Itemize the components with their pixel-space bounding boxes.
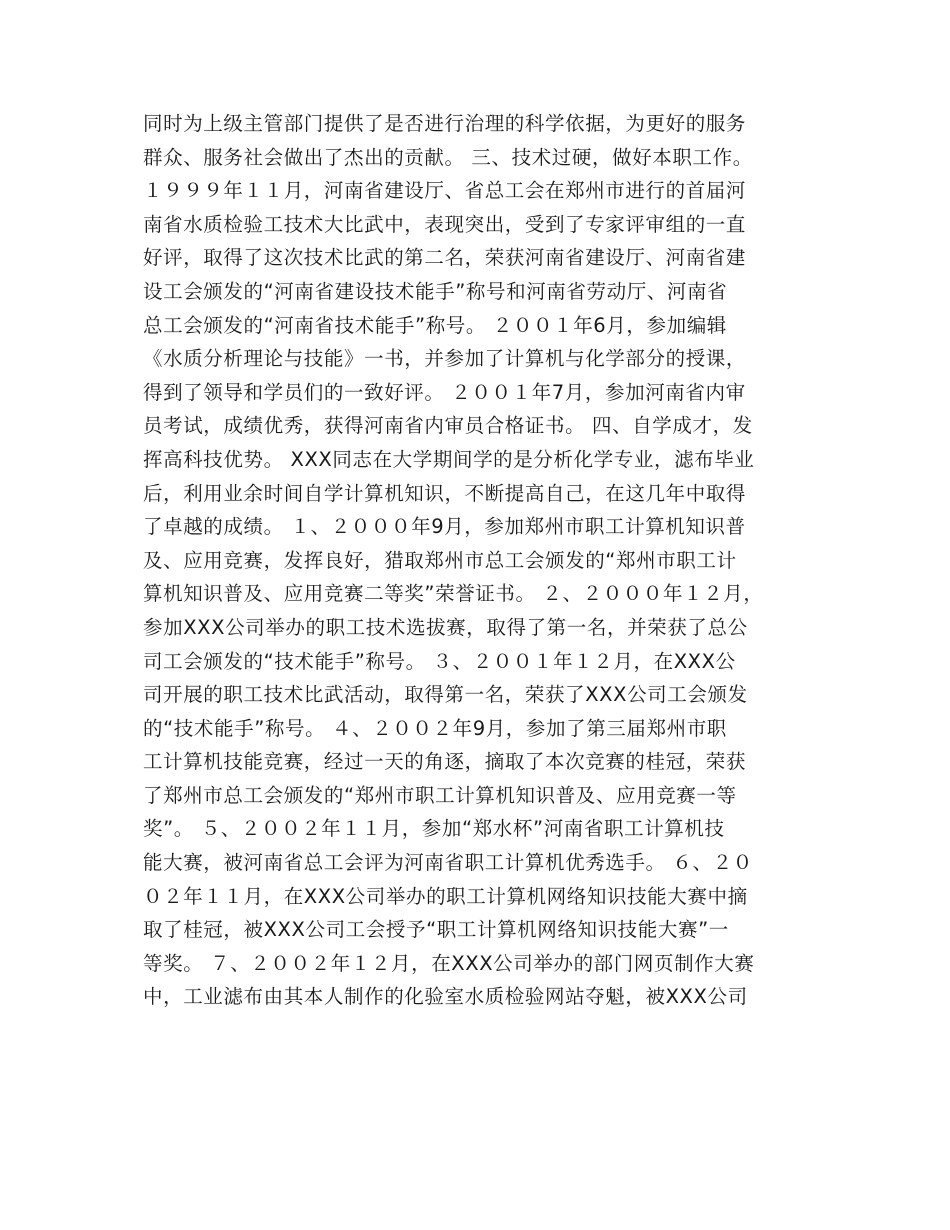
text-line: 了卓越的成绩。 １、２０００年9月，参加郑州市职工计算机知识普: [143, 515, 746, 539]
text-line: 算机知识普及、应用竞赛二等奖”荣誉证书。 ２、２０００年１２月，: [143, 582, 764, 606]
text-line: 了郑州市总工会颁发的“郑州市职工计算机知识普及、应用竞赛一等: [143, 783, 737, 807]
text-line: 司工会颁发的“技术能手”称号。 ３、２００１年１２月，在XXX公: [143, 649, 736, 673]
text-line: １９９９年１１月，河南省建设厅、省总工会在郑州市进行的首届河: [143, 179, 747, 203]
text-line: 奖”。 ５、２００２年１１月，参加“郑水杯”河南省职工计算机技: [143, 817, 725, 841]
text-line: 后，利用业余时间自学计算机知识，不断提高自己，在这几年中取得: [143, 481, 747, 505]
text-line: 工计算机技能竞赛，经过一天的角逐，摘取了本次竞赛的桂冠，荣获: [143, 750, 747, 774]
text-line: 及、应用竞赛，发挥良好，猎取郑州市总工会颁发的“郑州市职工计: [143, 548, 737, 572]
text-line: 同时为上级主管部门提供了是否进行治理的科学依据，为更好的服务: [143, 112, 747, 135]
text-line: 司开展的职工技术比武活动，取得第一名，荣获了XXX公司工会颁发: [143, 683, 748, 707]
text-line: 等奖。 ７、２００２年１２月，在XXX公司举办的部门网页制作大赛: [143, 951, 755, 975]
text-line: 员考试，成绩优秀，获得河南省内审员合格证书。 四、自学成才，发: [143, 414, 753, 438]
text-line: 南省水质检验工技术大比武中，表现突出，受到了专家评审组的一直: [143, 212, 747, 236]
text-line: 设工会颁发的“河南省建设技术能手”称号和河南省劳动厅、河南省: [143, 279, 728, 303]
text-line: 的“技术能手”称号。 ４、２００２年9月，参加了第三届郑州市职: [143, 716, 727, 740]
text-line: 好评，取得了这次技术比武的第二名，荣获河南省建设厅、河南省建: [143, 246, 747, 270]
text-line: 群众、服务社会做出了杰出的贡献。 三、技术过硬，做好本职工作。: [143, 145, 753, 169]
text-line: 能大赛，被河南省总工会评为河南省职工计算机优秀选手。 ６、２０: [143, 851, 753, 875]
text-line: 参加XXX公司举办的职工技术选拔赛，取得了第一名，并荣获了总公: [143, 615, 748, 639]
body-text: [143, 107, 843, 1014]
text-line: 总工会颁发的“河南省技术能手”称号。 ２００１年6月，参加编辑: [143, 313, 727, 337]
text-line: ０２年１１月，在XXX公司举办的职工计算机网络知识技能大赛中摘: [143, 884, 748, 908]
text-line: 得到了领导和学员们的一致好评。 ２００１年7月，参加河南省内审: [143, 380, 746, 404]
text-line: 取了桂冠，被XXX公司工会授予“职工计算机网络知识技能大赛”一: [143, 918, 729, 942]
text-line: 挥高科技优势。 XXX同志在大学期间学的是分析化学专业，滤布毕业: [143, 447, 755, 471]
text-line: 中，工业滤布由其本人制作的化验室水质检验网站夺魁，被XXX公司: [143, 985, 748, 1009]
text-line: 《水质分析理论与技能》一书，并参加了计算机与化学部分的授课，: [143, 347, 747, 371]
